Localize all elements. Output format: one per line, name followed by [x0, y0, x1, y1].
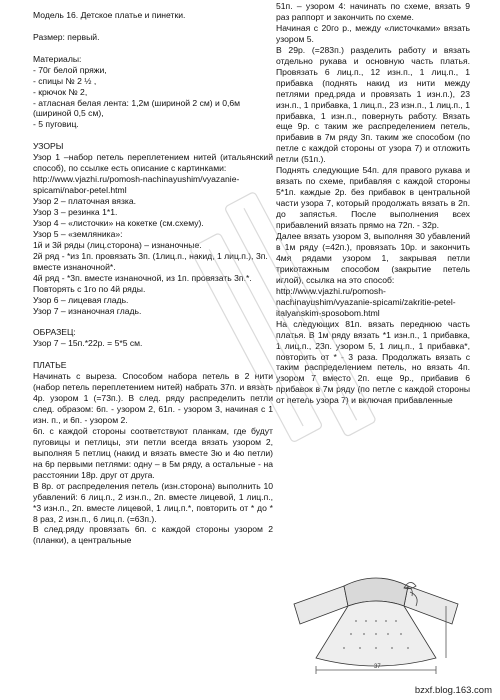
- paragraph-gap: [33, 317, 273, 328]
- text-paragraph: В след.ряду провязать 6п. с каждой стороны узором 2 (планки), а центральные: [33, 524, 273, 546]
- text-paragraph: Узор 4 – «листочки» на кокетке (см.схему).: [33, 217, 204, 228]
- text-paragraph: 6п. с каждой стороны соответствуют планкам, где будут пуговицы и петлицы, эти петли всегда вязать узором 2, выполняя 5 петлиц (накид и вязать вместе 3ю и 4ю петли) на 6р первыми петлями: одну – в 5м ряду, а остальные - на расстоянии 18р. друг от друга.: [33, 425, 273, 480]
- blog-footer: bzxf.blog.163.com: [414, 685, 492, 696]
- text-paragraph: Материалы:: [33, 53, 82, 64]
- text-paragraph: Узор 5 – «земляника»:: [33, 228, 123, 239]
- text-paragraph: Узор 7 – 15п.*22р. = 5*5 см.: [33, 338, 143, 349]
- dress-drawing: [294, 578, 458, 674]
- text-paragraph: - атласная белая лента: 1,2м (шириной 2 см) и 0,6м (шириной 0,5 см),: [33, 97, 241, 119]
- paragraph-gap: [33, 349, 273, 360]
- text-paragraph: Повторять с 1го по 4й ряды.: [33, 283, 146, 294]
- text-paragraph: В 29р. (=283п.) разделить работу и вязать отдельно рукава и основную часть платья. Провязать 6 лиц.п., 12 изн.п., 1 лиц.п., 1 прибавка (поднять накид из нити между петлями пред.ряда и провязать 1 изн.п.), 23 изн.п., 1 прибавка, 1 лиц.п., 23 изн.п., 1 лиц.п., 1 прибавка, 1 изн.п., повернуть работу. Вязать еще 9р. с таким же распределением петель, прибавив в 7м ряду 3п. таким же способом (по петле с каждой стороны от узора 7) и отложить петли (51п.).: [276, 44, 470, 165]
- right-text-column: [276, 1, 470, 406]
- text-paragraph: Узор 7 – изнаночная гладь.: [33, 305, 142, 316]
- paragraph-gap: [33, 21, 273, 32]
- text-paragraph: Модель 16. Детское платье и пинетки.: [33, 10, 186, 20]
- text-paragraph: 4й ряд - *3п. вместе изнаночной, из 1п. провязать 3п.*.: [33, 272, 252, 283]
- text-paragraph: 1й и 3й ряды (лиц.сторона) – изнаночные.: [33, 239, 202, 250]
- text-paragraph: В 8р. от распределения петель (изн.сторона) выполнить 10 убавлений: 6 лиц.п., 2 изн.п., 2п. вместе лицевой, 1 лиц.п., *3 изн.п., 2п. вместе лицевой, 1 лиц.п.*, повторить от * до * 8 раз, 2 изн.п., 6 лиц.п. (=63п.).: [33, 480, 273, 524]
- text-paragraph: Начинать с выреза. Способом набора петель в 2 нити (набор петель переплетением нитей) набрать 37п. и вязать 4р. узором 1 (=73п.). В след. ряду распределить петли след. образом: 6п. - узором 2, 61п. - узором 3, начиная с 1 изн. п., и 6п. - узором 2.: [33, 371, 273, 425]
- text-paragraph: http://www.vjazhi.ru/pomosh-nachinayushim/vyazanie-spicami/nabor-petel.html: [33, 174, 240, 196]
- paragraph-gap: [33, 43, 273, 54]
- text-paragraph: - 5 пуговиц.: [33, 119, 79, 130]
- paragraph-gap: [33, 130, 273, 141]
- width-dimension-label: 37: [374, 664, 381, 670]
- text-paragraph: ПЛАТЬЕ: [33, 360, 67, 371]
- text-paragraph: Поднять следующие 54п. для правого рукава и вязать по схеме, прибавляя с каждой стороны 5*1п. каждые 2р. без прибавок в центральной части узора 7, который продолжать вязать в 2п. до запястья. После выполнения всех прибавлений вязать прямо на 72п. - 32р.: [276, 165, 470, 231]
- text-paragraph: Далее вязать узором 3, выполняя 30 убавлений в 1м ряду (=42п.), провязать 10р. и закончить 4мя рядами узором 1, закрывая петли трикотажным способом (закрытие петель иглой), ссылка на это способ:: [276, 231, 470, 285]
- text-paragraph: - 70г белой пряжи,: [33, 64, 107, 75]
- left-text-column: [33, 10, 273, 546]
- text-paragraph: 2й ряд - *из 1п. провязать 3п. (1лиц.п., накид, 1 лиц.п.), 3п. вместе изнаночной*.: [33, 250, 268, 272]
- dress-schematic-figure: [286, 566, 466, 678]
- text-paragraph: Узор 6 – лицевая гладь.: [33, 294, 129, 305]
- text-paragraph: УЗОРЫ: [33, 141, 64, 152]
- text-paragraph: Начиная с 20го р., между «листочками» вязать узором 5.: [276, 22, 470, 44]
- text-paragraph: - спицы № 2 ½ ,: [33, 75, 97, 86]
- text-paragraph: ОБРАЗЕЦ:: [33, 327, 76, 338]
- text-paragraph: - крючок № 2,: [33, 86, 88, 97]
- text-paragraph: Узор 2 – платочная вязка.: [33, 196, 137, 207]
- text-paragraph: Узор 3 – резинка 1*1.: [33, 206, 118, 217]
- text-paragraph: 51п. – узором 4: начинать по схеме, вязать 9 раз раппорт и закончить по схеме.: [276, 1, 470, 22]
- text-paragraph: http://www.vjazhi.ru/pomosh-nachinayushim/vyazanie-spicami/zakritie-petel-italyanskim-sposobom.html: [276, 285, 456, 318]
- text-paragraph: На следующих 81п. вязать переднюю часть платья. В 1м ряду вязать *1 изн.п., 1 прибавка, 1 лиц.п., 23п. узором 5, 1 лиц.п., 1 прибавка*, повторить от * - 3 раза. Продолжать вязать с таким распределением петель, но вязать 4п. узором 7 вместо 2п. еще 9р., прибавив 6 прибавок в 7м ряду (по петле с каждой стороны от петель узора 7) и включая прибавленные: [276, 318, 470, 406]
- text-paragraph: Узор 1 –набор петель переплетением нитей (итальянский способ), по ссылке есть описание с картинками:: [33, 152, 273, 174]
- text-paragraph: Размер: первый.: [33, 31, 100, 42]
